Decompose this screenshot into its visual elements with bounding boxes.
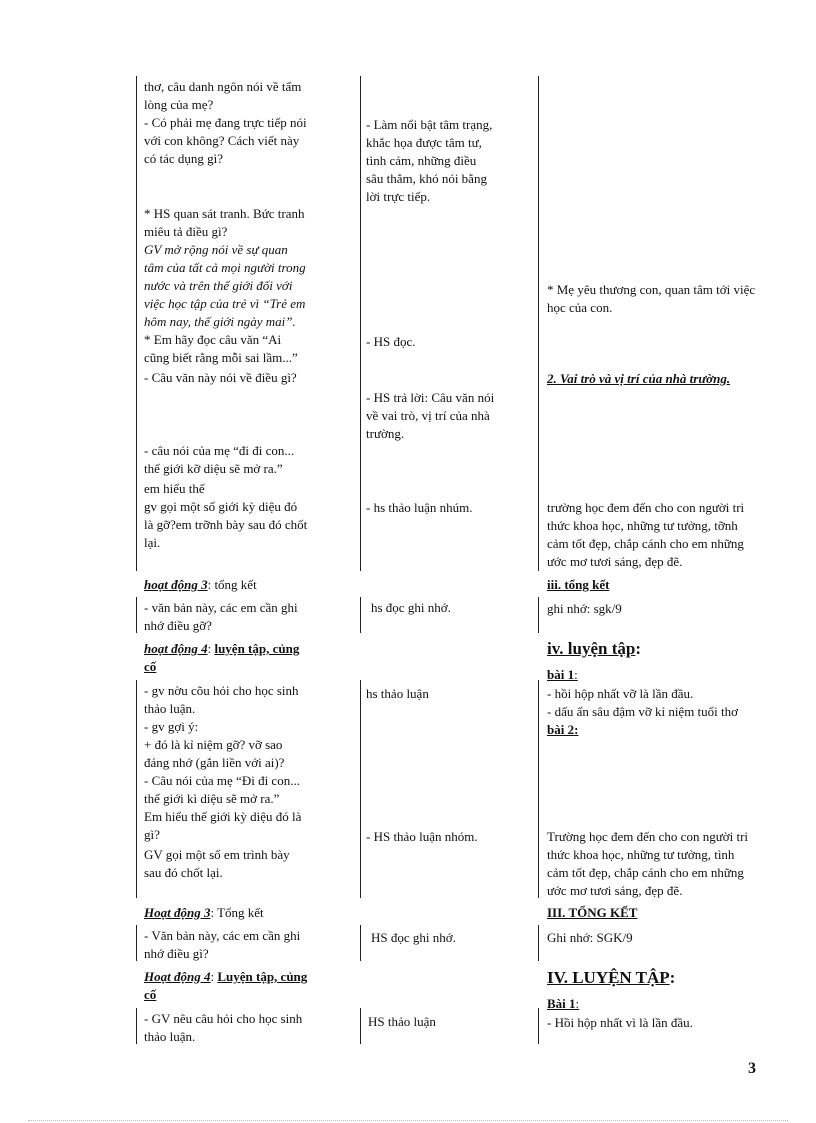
activity-title: : Tổng kết (210, 905, 264, 920)
left-line: nhớ điều gì? (144, 946, 209, 961)
left-line: em hiểu thế (144, 481, 205, 496)
middle-line: trường. (366, 426, 405, 441)
right-line: ước mơ tươi sáng, đẹp đẽ. (547, 883, 683, 898)
right-line: - hồi hộp nhất vỡ là lần đầu. (547, 686, 694, 701)
left-line: đáng nhớ (gắn liền với ai)? (144, 755, 285, 770)
left-line: - Câu nói của mẹ “Đi đi con... (144, 773, 300, 788)
activity-title: : tổng kết (207, 577, 257, 592)
left-line: lại. (144, 535, 161, 550)
middle-line: sâu thẳm, khó nói bằng (366, 171, 487, 186)
activity-3-heading (144, 576, 257, 594)
left-line: lòng của mẹ? (144, 97, 214, 112)
section-heading: 2. Vai trò và vị trí của nhà trường. (547, 371, 731, 386)
left-line: thế giới kì diệu sẽ mở ra.” (144, 791, 280, 806)
activity-label: Hoạt động 3 (144, 905, 211, 920)
exercise-colon: : (574, 667, 578, 682)
right-line: học của con. (547, 300, 613, 315)
left-line: * HS quan sát tranh. Bức tranh (144, 206, 305, 221)
activity-title-cont: cố (144, 987, 157, 1002)
left-line: - Văn bản này, các em cần ghi (144, 928, 301, 943)
activity-3-heading (144, 904, 264, 922)
left-line: nhớ điều gỡ? (144, 618, 212, 633)
column-divider-right (538, 925, 539, 961)
right-line: trường học đem đến cho con người tri (547, 500, 745, 515)
middle-line: - HS thảo luận nhóm. (366, 829, 478, 844)
section-heading (547, 638, 641, 660)
left-line: thảo luận. (144, 1029, 196, 1044)
left-line: * Em hãy đọc câu văn “Ai (144, 332, 282, 347)
middle-line: - HS đọc. (366, 334, 416, 349)
column-divider-left (136, 1008, 137, 1044)
left-line: - Có phải mẹ đang trực tiếp nói (144, 115, 307, 130)
column-divider-middle (360, 680, 361, 898)
left-line: - câu nói của mẹ “đi đi con... (144, 443, 295, 458)
left-line: + đó là kỉ niệm gỡ? vỡ sao (144, 737, 283, 752)
section-heading-text: IV. LUYỆN TẬP (547, 968, 670, 987)
left-line: là gỡ?em trỡnh bày sau đó chốt (144, 517, 308, 532)
column-divider-right (538, 1008, 539, 1044)
heading-colon: : (635, 639, 642, 658)
middle-line: hs đọc ghi nhớ. (371, 600, 451, 615)
left-line: Em hiểu thế giới kỳ diệu đó là (144, 809, 302, 824)
left-line: cũng biết rằng mỗi sai lầm...” (144, 350, 298, 365)
column-divider-middle (360, 1008, 361, 1044)
left-line-italic: tâm của tất cả mọi người trong (144, 260, 306, 275)
left-line: gì? (144, 827, 160, 842)
left-line-italic: nước và trên thế giới đối với (144, 278, 293, 293)
column-divider-middle (360, 925, 361, 961)
right-line: Ghi nhớ: SGK/9 (547, 930, 633, 945)
section-heading (547, 967, 675, 989)
column-divider-left (136, 76, 137, 571)
middle-line: - Làm nổi bật tâm trạng, (366, 117, 493, 132)
exercise-label: bài 2: (547, 722, 579, 737)
middle-line: khắc họa được tâm tư, (366, 135, 482, 150)
section-heading: III. TỔNG KẾT (547, 905, 638, 920)
activity-label: hoạt động 4 (144, 641, 208, 656)
activity-title: Luyện tập, củng (217, 969, 308, 984)
activity-colon: : (210, 969, 218, 984)
activity-4-heading (144, 640, 299, 658)
right-line: ghi nhớ: sgk/9 (547, 601, 622, 616)
left-line: - văn bản này, các em cần ghi (144, 600, 298, 615)
right-line: thức khoa học, những tư tưởng, tỡnh (547, 518, 738, 533)
left-line: - gv nờu cõu hỏi cho học sinh (144, 683, 299, 698)
middle-line: tình cảm, những điều (366, 153, 477, 168)
page-number: 3 (748, 1060, 756, 1077)
column-divider-middle (360, 597, 361, 633)
left-line: sau đó chốt lại. (144, 865, 223, 880)
left-line-italic: hôm nay, thế giới ngày mai”. (144, 314, 296, 329)
column-divider-right (538, 680, 539, 898)
left-line: - Câu văn này nói về điều gì? (144, 370, 297, 385)
column-divider-right (538, 76, 539, 571)
column-divider-right (538, 597, 539, 633)
middle-line: về vai trò, vị trí của nhà (366, 408, 490, 423)
middle-line: HS đọc ghi nhớ. (371, 930, 456, 945)
column-divider-left (136, 597, 137, 633)
right-line: Trường học đem đến cho con người tri (547, 829, 749, 844)
left-line-italic: việc học tập của trẻ vì “Trẻ em (144, 296, 306, 311)
left-line: thơ, câu danh ngôn nói về tấm (144, 79, 302, 94)
activity-title-cont: cố (144, 659, 157, 674)
right-line: cảm tốt đẹp, chắp cánh cho em những (547, 536, 744, 551)
column-divider-left (136, 680, 137, 898)
left-line: thế giới kỡ diệu sẽ mở ra.” (144, 461, 283, 476)
section-heading-text: iv. luyện tập (547, 639, 636, 658)
left-line: - GV nêu câu hỏi cho học sinh (144, 1011, 303, 1026)
heading-colon: : (669, 968, 676, 987)
section-heading: iii. tổng kết (547, 577, 610, 592)
column-divider-left (136, 925, 137, 961)
exercise-colon: : (575, 996, 580, 1011)
middle-line: lời trực tiếp. (366, 189, 431, 204)
activity-colon: : (207, 641, 215, 656)
left-line: GV gọi một số em trình bày (144, 847, 290, 862)
right-line: * Mẹ yêu thương con, quan tâm tới việc (547, 282, 756, 297)
left-line: thảo luận. (144, 701, 196, 716)
left-line-italic: GV mở rộng nói về sự quan (144, 242, 288, 257)
column-divider-middle (360, 76, 361, 571)
activity-title: luyện tập, củng (214, 641, 300, 656)
activity-4-heading (144, 968, 307, 986)
exercise-label: bài 1 (547, 667, 575, 682)
activity-label: hoạt động 3 (144, 577, 208, 592)
middle-line: - hs thảo luận nhúm. (366, 500, 473, 515)
activity-label: Hoạt động 4 (144, 969, 211, 984)
left-line: với con không? Cách viết này (144, 133, 300, 148)
exercise-heading (547, 666, 578, 684)
right-line: ước mơ tươi sáng, đẹp đẽ. (547, 554, 683, 569)
middle-line: hs thảo luận (366, 686, 429, 701)
exercise-label: Bài 1 (547, 996, 576, 1011)
right-line: - dấu ấn sâu đậm vỡ kỉ niệm tuổi thơ (547, 704, 739, 719)
right-line: cảm tốt đẹp, chắp cánh cho em những (547, 865, 744, 880)
page-bottom-dotted-line (28, 1120, 788, 1121)
exercise-heading (547, 995, 579, 1013)
middle-line: HS thảo luận (368, 1014, 436, 1029)
middle-line: - HS trả lời: Câu văn nói (366, 390, 495, 405)
left-line: gv gọi một số giới kỳ diệu đó (144, 499, 298, 514)
left-line: - gv gợi ý: (144, 719, 199, 734)
left-line: có tác dụng gì? (144, 151, 224, 166)
left-line: miêu tả điều gì? (144, 224, 228, 239)
right-line: thức khoa học, những tư tưởng, tình (547, 847, 735, 862)
right-line: - Hồi hộp nhất vì là lần đầu. (547, 1015, 693, 1030)
